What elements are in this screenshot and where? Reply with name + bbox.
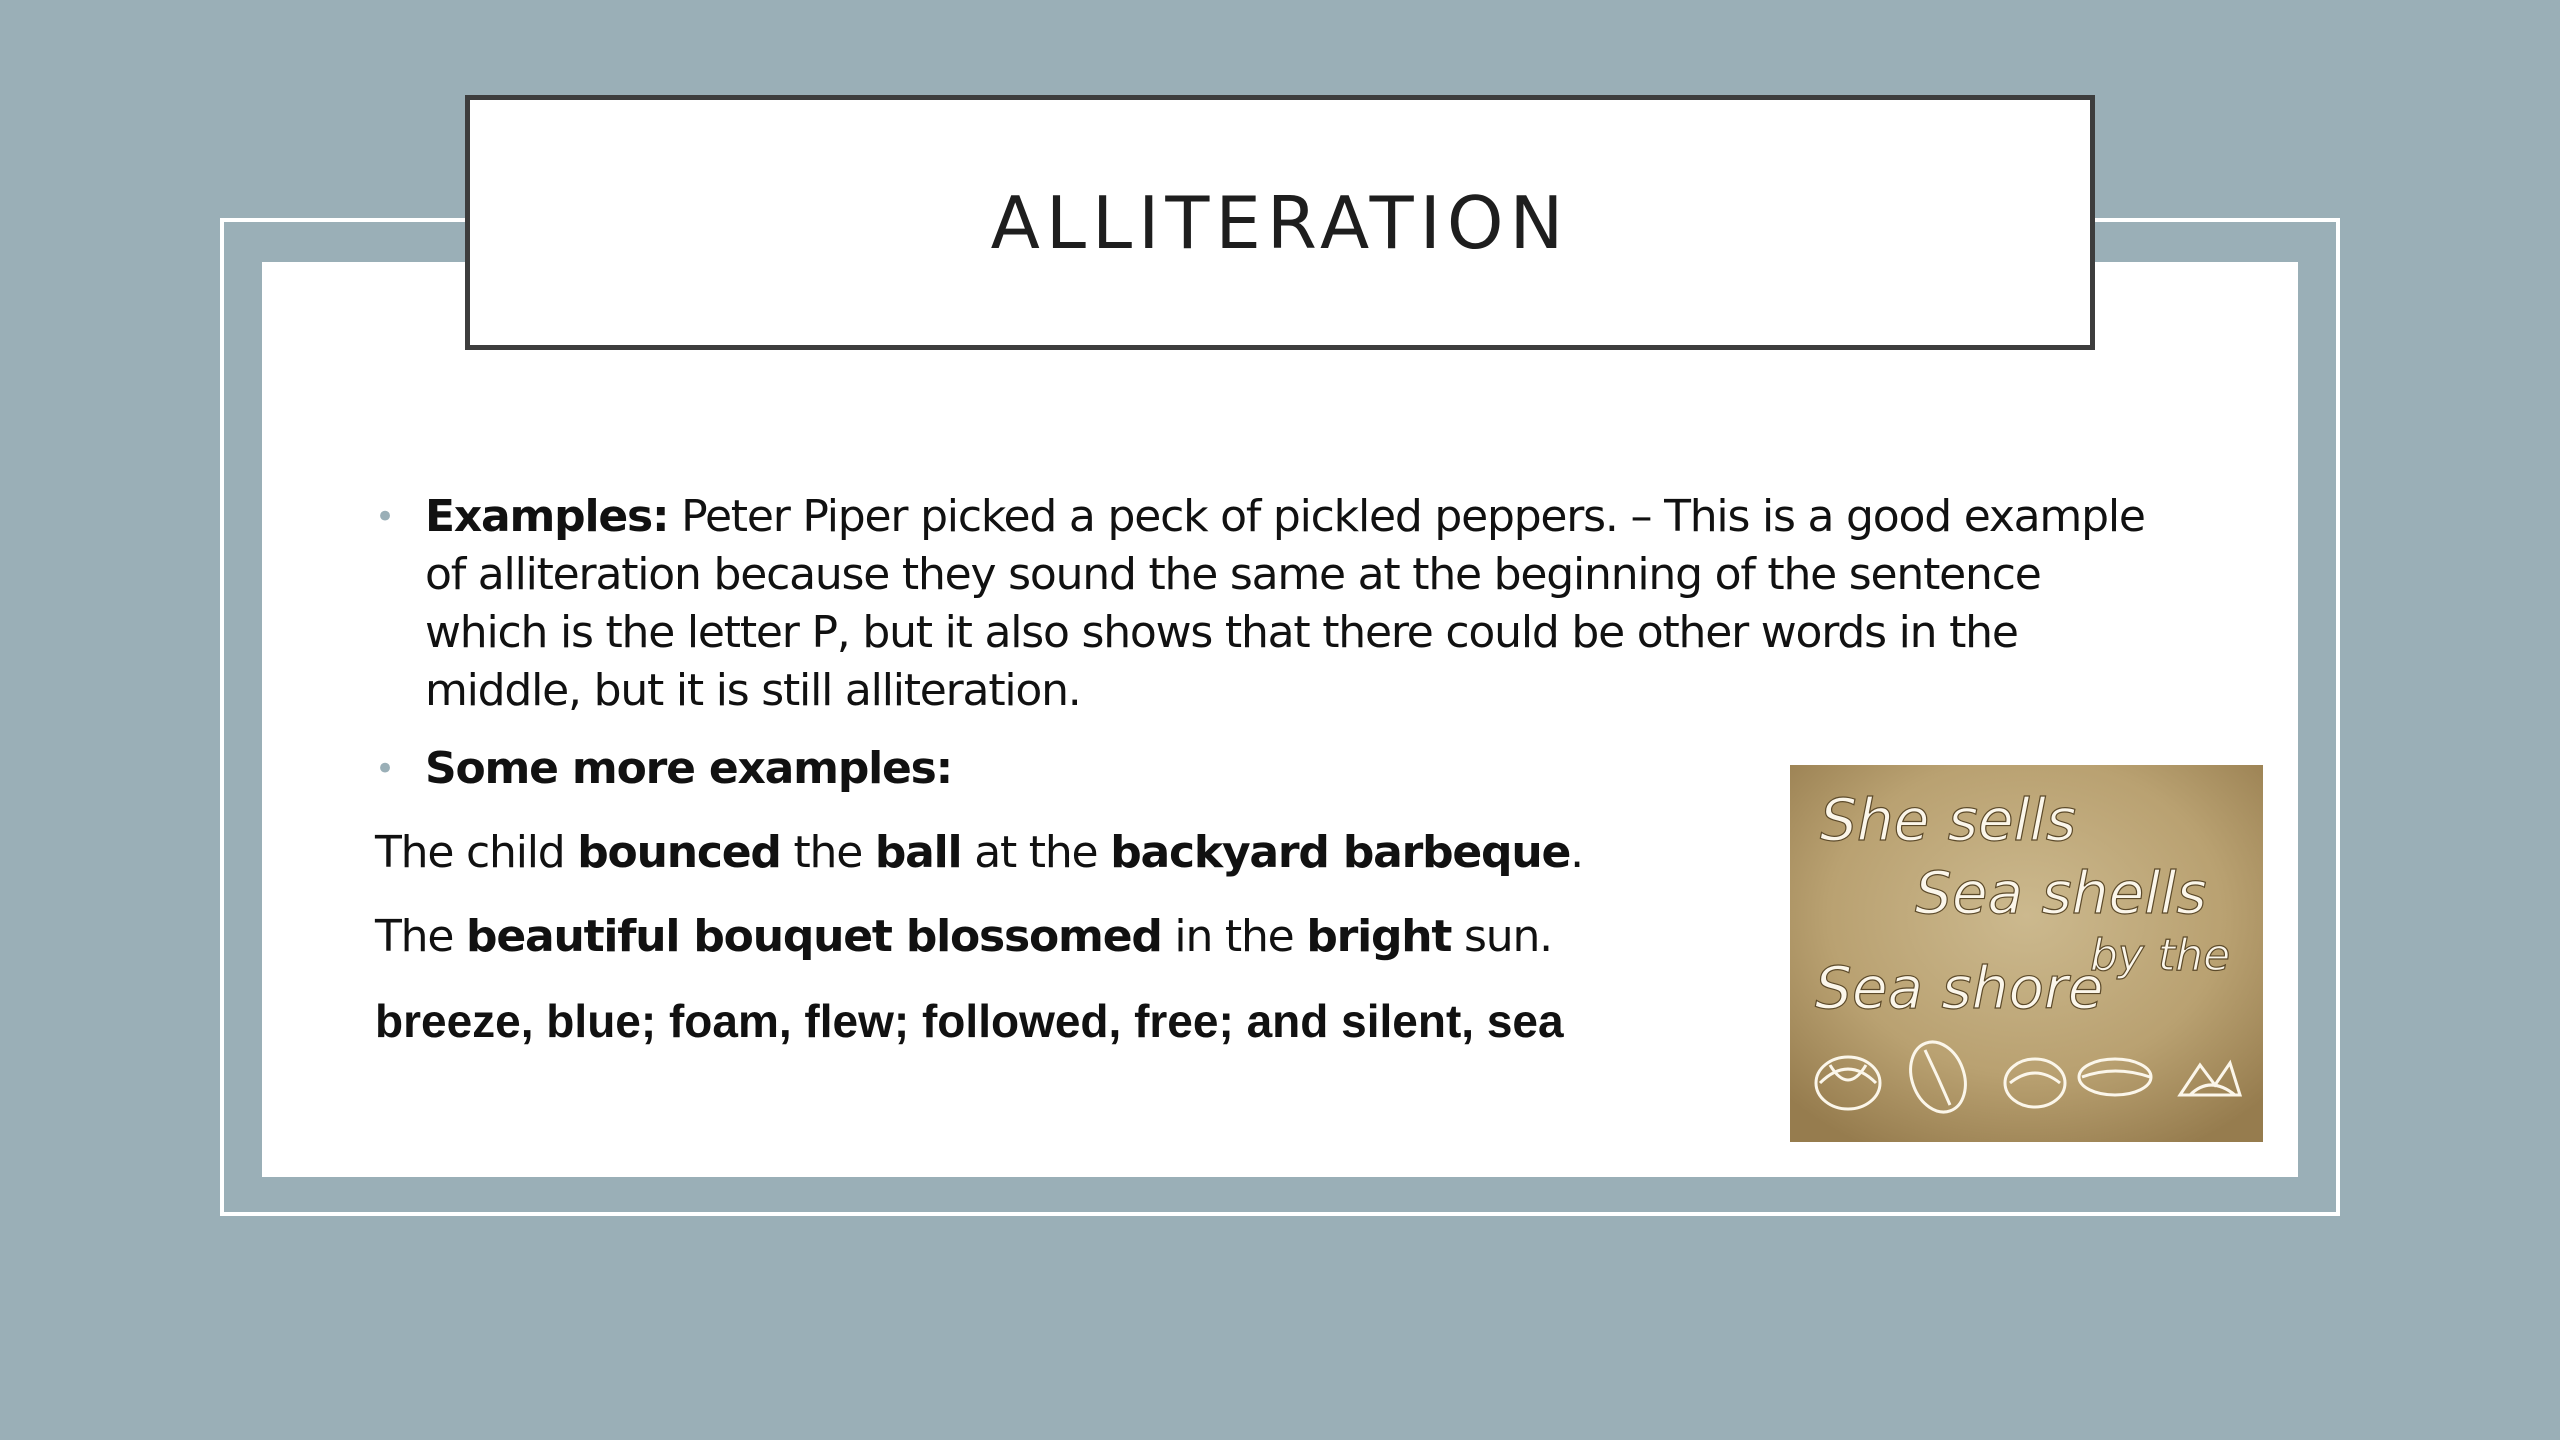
bullet-label: Examples: [425, 491, 669, 542]
slide-title: ALLITERATION [990, 180, 1570, 265]
bold-text: beautiful bouquet blossomed [466, 911, 1162, 962]
bold-text: bright [1306, 911, 1452, 962]
bold-text: bounced [577, 827, 781, 878]
bullet-text: Peter Piper picked a peck of pickled peppers. – This is a good example of alliteration because they sound the same at the beginning of the sentence which is the letter P, but it also shows that there could be other words in the middle, but it is still alliteration. [425, 491, 2145, 716]
image-text-line-2: Sea shells [1915, 859, 2207, 927]
plain-text: The child [375, 827, 578, 878]
bold-text: ball [874, 827, 962, 878]
bullet-dot-icon: • [375, 749, 394, 789]
plain-text: in the [1161, 911, 1307, 962]
bold-text: backyard barbeque [1110, 827, 1571, 878]
image-text-line-3: by the [2090, 930, 2231, 981]
plain-text: sun. [1451, 911, 1552, 962]
image-text-line-4: Sea shore [1815, 954, 2104, 1022]
bullet-examples [375, 488, 2145, 720]
title-box [465, 95, 2095, 350]
example-line-3: breeze, blue; foam, flew; followed, free; and silent, sea [375, 995, 1564, 1047]
image-text-line-1: She sells [1820, 786, 2077, 854]
plain-text: at the [961, 827, 1111, 878]
plain-text: the [780, 827, 875, 878]
plain-text: . [1570, 827, 1583, 878]
sand-illustration [1790, 765, 2263, 1142]
plain-text: The [375, 911, 467, 962]
sea-shells-image [1790, 765, 2263, 1142]
bullet-dot-icon: • [375, 497, 394, 537]
bullet-label: Some more examples: [425, 743, 953, 794]
